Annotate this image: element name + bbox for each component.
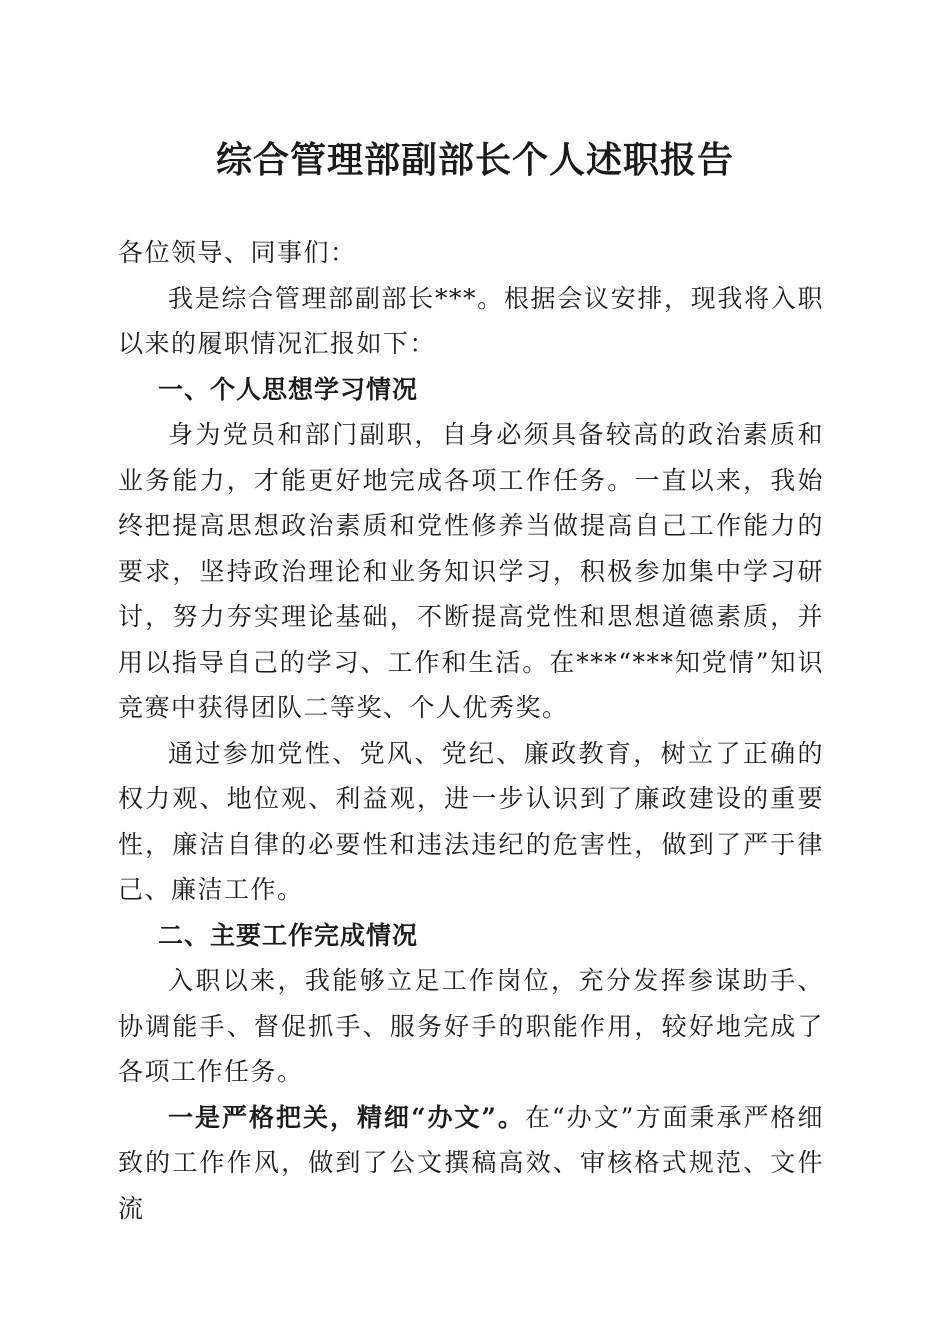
section-heading-1: 一、个人思想学习情况	[158, 374, 419, 404]
section2-paragraph-2	[118, 1095, 824, 1232]
section1-paragraph-2: 通过参加党性、党风、党纪、廉政教育，树立了正确的权力观、地位观、利益观，进一步认识到了廉政建设的重要性，廉洁自律的必要性和违法违纪的危害性，做到了严于律己、廉洁工作。	[118, 738, 824, 904]
section-heading-2: 二、主要工作完成情况	[158, 920, 419, 950]
document-title: 综合管理部副部长个人述职报告	[215, 139, 734, 181]
paragraph-rest: 在“办文”方面秉承严格细致的工作作风，做到了公文撰稿高效、审核格式规范、文件流	[118, 1102, 824, 1223]
intro-paragraph: 我是综合管理部副部长***。根据会议安排，现我将入职以来的履职情况汇报如下：	[118, 283, 824, 358]
greeting: 各位领导、同事们：	[118, 238, 357, 267]
section2-paragraph-1: 入职以来，我能够立足工作岗位，充分发挥参谋助手、协调能手、督促抓手、服务好手的职能作用，较好地完成了各项工作任务。	[118, 966, 824, 1086]
section1-paragraph-1: 身为党员和部门副职，自身必须具备较高的政治素质和业务能力，才能更好地完成各项工作任务。一直以来，我始终把提高思想政治素质和党性修养当做提高自己工作能力的要求，坚持政治理论和业务知识学习，积极参加集中学习研讨，努力夯实理论基础，不断提高党性和思想道德素质，并用以指导自己的学习、工作和生活。在***“***知党情”知识竞赛中获得团队二等奖、个人优秀奖。	[118, 420, 824, 722]
document-body	[118, 230, 824, 1231]
paragraph-lead-bold: 一是严格把关，精细“办文”。	[168, 1102, 525, 1132]
